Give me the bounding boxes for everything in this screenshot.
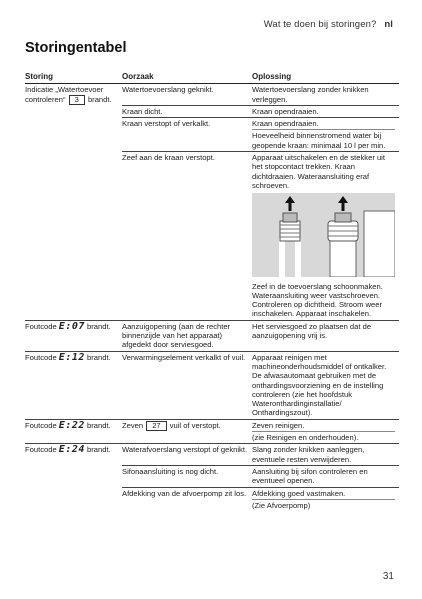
header-section-title: Wat te doen bij storingen? bbox=[263, 19, 377, 30]
cause-text-suffix: vuil of verstopt. bbox=[169, 420, 221, 430]
page-title: Storingentabel bbox=[25, 40, 127, 56]
fault-text-suffix: brandt. bbox=[87, 420, 111, 430]
fault-text: Foutcode bbox=[25, 352, 57, 362]
table-row bbox=[25, 351, 399, 419]
fault-text: Foutcode bbox=[25, 420, 57, 430]
cause-cell bbox=[122, 419, 252, 444]
column-header-storing: Storing bbox=[25, 71, 122, 84]
cause-cell: Waterafvoerslang verstopt of geknikt. bbox=[122, 444, 252, 466]
solution-line: (zie Reinigen en onderhouden). bbox=[252, 431, 395, 442]
page-number: 31 bbox=[382, 571, 394, 582]
fault-cell bbox=[25, 320, 122, 351]
solution-cell: Aansluiting bij sifon controleren en eventueel openen. bbox=[252, 465, 399, 487]
solution-line: Hoeveelheid binnenstromend water bij geopende kraan: minimaal 10 l per min. bbox=[252, 129, 395, 150]
solution-line: Apparaat uitschakelen en de stekker uit het stopcontact trekken. Kraan dichtdraaien. Wateraansluiting eraf schroeven. bbox=[252, 153, 385, 190]
solution-line: Zeef in de toevoerslang schoonmaken. Wateraansluiting weer vastschroeven. Controleren op dichtheid. Stroom weer inschakelen. Apparaat inschakelen. bbox=[252, 281, 383, 319]
filter-cleaning-illustration bbox=[252, 193, 395, 277]
error-code: E:22 bbox=[58, 419, 85, 431]
solution-line: Zeven reinigen. bbox=[252, 420, 305, 430]
solution-cell: Apparaat reinigen met machineonderhoudsmiddel of ontkalker. De afwasautomaat gebruiken met de onthardingsvoorziening en de instelling controleren (zie het hoofdstuk Wateronthardinginstallatie/ Onthardingszout). bbox=[252, 351, 399, 419]
cause-cell: Zeef aan de kraan verstopt. bbox=[122, 152, 252, 321]
cause-cell: Afdekking van de afvoerpomp zit los. bbox=[122, 487, 252, 511]
solution-line: Afdekking goed vastmaken. bbox=[252, 488, 346, 498]
column-header-oplossing: Oplossing bbox=[252, 71, 399, 84]
cause-cell: Verwarmingselement verkalkt of vuil. bbox=[122, 351, 252, 419]
error-code: E:24 bbox=[58, 444, 85, 456]
solution-cell bbox=[252, 152, 399, 321]
solution-line: (Zie Afvoerpomp) bbox=[252, 499, 395, 510]
table-header-row bbox=[25, 71, 399, 84]
indicator-box: 3 bbox=[69, 95, 85, 105]
solution-cell: Het serviesgoed zo plaatsen dat de aanzuigopening vrij is. bbox=[252, 320, 399, 351]
fault-cell bbox=[25, 444, 122, 511]
running-header bbox=[264, 19, 393, 30]
fault-text: Foutcode bbox=[25, 445, 57, 455]
solution-cell: Slang zonder knikken aanleggen, eventuele resten verwijderen. bbox=[252, 444, 399, 466]
cause-text: Zeven bbox=[122, 420, 144, 430]
fault-text: Foutcode bbox=[25, 321, 57, 331]
fault-cell bbox=[25, 419, 122, 444]
fault-text-suffix: brandt. bbox=[87, 352, 111, 362]
part-number-box: 27 bbox=[146, 421, 166, 431]
table-row bbox=[25, 84, 399, 106]
table-row bbox=[25, 320, 399, 351]
solution-cell bbox=[252, 487, 399, 511]
fault-cell bbox=[25, 84, 122, 320]
fault-text-suffix: brandt. bbox=[87, 94, 112, 104]
solution-cell: Watertoevoerslang zonder knikken verleggen. bbox=[252, 85, 369, 104]
fault-cell bbox=[25, 351, 122, 419]
cause-cell: Kraan dicht. bbox=[122, 105, 252, 117]
fault-text-suffix: brandt. bbox=[87, 445, 111, 455]
fault-table bbox=[25, 71, 399, 511]
solution-cell bbox=[252, 118, 399, 152]
cause-cell: Sifonaansluiting is nog dicht. bbox=[122, 465, 252, 487]
fault-text: Indicatie „Watertoevoer controleren“ bbox=[25, 85, 104, 104]
error-code: E:07 bbox=[58, 320, 85, 332]
solution-line: Kraan opendraaien. bbox=[252, 119, 319, 129]
cause-cell: Aanzuigopening (aan de rechter binnenzijde van het apparaat) afgedekt door serviesgoed. bbox=[122, 320, 252, 351]
column-header-oorzaak: Oorzaak bbox=[122, 71, 252, 84]
cause-cell: Kraan verstopt of verkalkt. bbox=[122, 118, 252, 152]
solution-cell: Kraan opendraaien. bbox=[252, 105, 399, 117]
error-code: E:12 bbox=[58, 351, 85, 363]
fault-text-suffix: brandt. bbox=[87, 321, 111, 331]
table-row bbox=[25, 419, 399, 444]
cause-cell: Watertoevoerslang geknikt. bbox=[122, 85, 214, 95]
solution-cell bbox=[252, 419, 399, 444]
header-language-code: nl bbox=[384, 19, 393, 30]
table-row bbox=[25, 444, 399, 466]
